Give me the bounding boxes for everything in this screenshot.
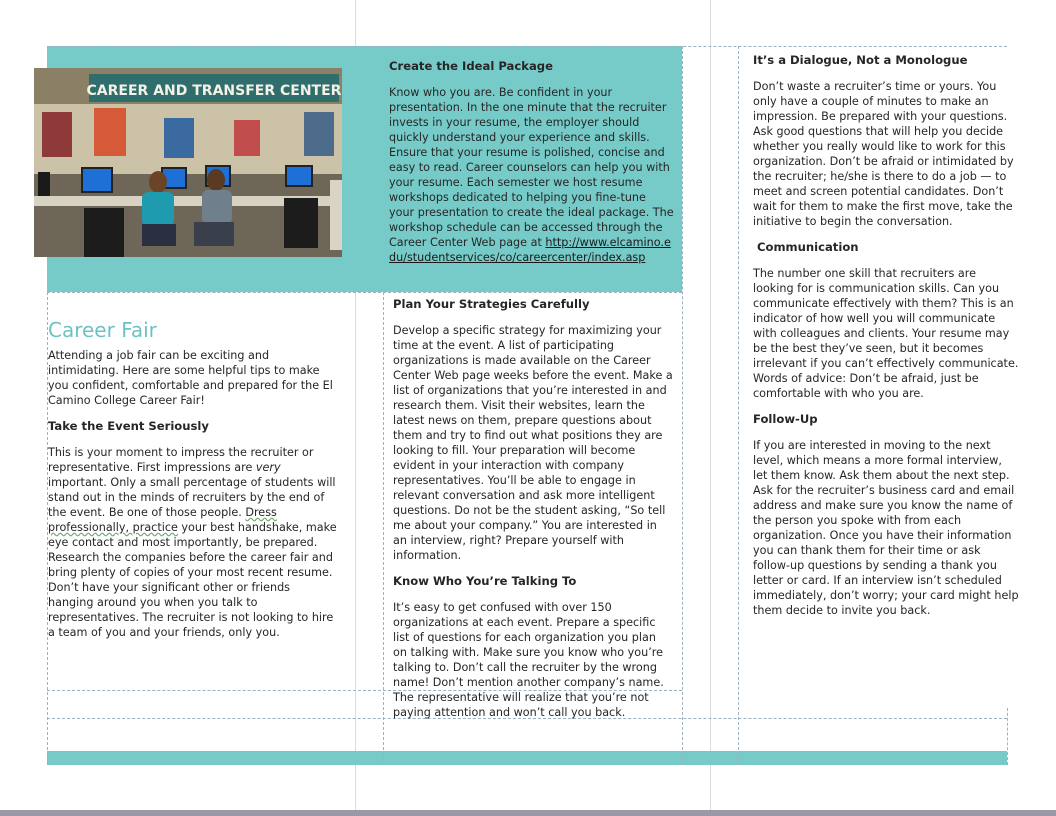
career-center-photo [34, 68, 342, 257]
heading-create-ideal-package: Create the Ideal Package [389, 59, 553, 73]
guide-col2-right [682, 46, 683, 765]
guide-col2-left [383, 292, 384, 765]
plan-strategies-paragraph: Develop a specific strategy for maximizing your time at the event. A list of participating organizations is made available on the Career Center Web page weeks before the event. Make a list of organizations that you’re interested in and research them. Visit their websites, learn the latest news on them, prepare questions about them and try to find out what positions they are looking to fill. Your preparation will become evident in your interaction with company representatives. You’ll be able to engage in relevant conversation and ask more intelligent questions. Do not be the student asking, “So tell me about your company.” You are interested in an interview, right? Prepare yourself with information. [393, 324, 673, 562]
know-who-paragraph: It’s easy to get confused with over 150 organizations at each event. Prepare a specific list of questions for each organization you plan on talking with. Make sure you know who you’re talking to. Don’t call the recruiter by the wrong name! Don’t mention another company’s name. The representative will realize that you’re not paying attention and won’t call you back. [393, 601, 664, 719]
column-2 [389, 59, 674, 276]
heading-follow-up: Follow-Up [753, 412, 818, 426]
career-center-link[interactable]: http://www.elcamino.edu/studentservices/co/careercenter/index.asp [389, 236, 671, 264]
column-1 [48, 318, 338, 651]
intro-paragraph: Attending a job fair can be exciting and intimidating. Here are some helpful tips to make you confident, comfortable and prepared for the El Camino College Career Fair! [48, 349, 333, 407]
guide-col3-left [738, 46, 739, 765]
window-bottom-edge [0, 810, 1056, 816]
emphasis-text: very [255, 461, 281, 474]
heading-plan-strategies: Plan Your Strategies Carefully [393, 297, 590, 311]
heading-know-who: Know Who You’re Talking To [393, 574, 577, 588]
column-3 [753, 53, 1019, 629]
dialogue-paragraph: Don’t waste a recruiter’s time or yours. You only have a couple of minutes to make an impression. Be prepared with your questions. Ask good questions that will help you decide whether you really would like to work for this organization. Don’t be afraid or intimidated by the recruiter; he/she is there to do a job — to meet and screen potential candidates. Don’t wait for them to make the first move, take the initiative to begin the conversation. [753, 80, 1014, 228]
guide-right [1007, 708, 1008, 765]
page-guide-line [710, 0, 711, 816]
text-run: important. Only a small percentage of students will stand out in the minds of recruiters by the end of the event. Be one of those people. [48, 476, 336, 519]
sign-text: CAREER AND TRANSFER CENTER [86, 83, 342, 99]
teal-footer-bar [47, 751, 1007, 765]
text-run: This is your moment to impress the recruiter or representative. First impressions are [48, 446, 314, 474]
grammar-flagged-text: Dress professionally, practice [48, 506, 277, 534]
text-run: your best handshake, make eye contact and most importantly, be prepared. Research the companies before the career fair and bring plenty of copies of your most recent resume. Don’t have your significant other or friends hanging around you when you talk to representatives. The recruiter is not looking to hire a team of you and your friends, only you. [48, 521, 337, 639]
heading-communication: Communication [757, 240, 859, 254]
heading-take-event-seriously: Take the Event Seriously [48, 419, 209, 433]
text-run: Know who you are. Be confident in your presentation. In the one minute that the recruiter invests in your resume, the employer should quickly understand your experience and skills. Ensure that your resume is polished, concise and easy to read. Career counselors can help you with your resume. Each semester we host resume workshops dedicated to helping you fine-tune your presentation to create the ideal package. The workshop schedule can be accessed through the Career Center Web page at [389, 86, 674, 249]
take-event-seriously-paragraph [48, 445, 338, 640]
guide-footer-mid [47, 751, 1007, 752]
heading-dialogue: It’s a Dialogue, Not a Monologue [753, 53, 968, 67]
page-title: Career Fair [48, 318, 157, 342]
guide-top [47, 46, 1007, 47]
ideal-package-paragraph [389, 85, 674, 265]
column-2-lower [389, 297, 673, 731]
communication-paragraph: The number one skill that recruiters are looking for is communication skills. Can you communicate effectively with them? This is an indicator of how well you will communicate with colleagues and clients. Your resume may be the best they’ve seen, but it becomes irrelevant if you can’t effectively communicate. Words of advice: Don’t be afraid, just be comfortable with who you are. [753, 267, 1019, 400]
guide-header-bottom [47, 292, 682, 293]
follow-up-paragraph: If you are interested in moving to the next level, which means a more formal interview, let them know. Ask them about the next step. Ask for the recruiter’s business card and email address and make sure you know the name of the person you spoke with from each organization. Once you have their information you can thank them for their time or ask follow-up questions by sending a thank you letter or card. If an interview isn’t scheduled immediately, don’t worry; your card might help them decide to invite you back. [753, 439, 1019, 617]
